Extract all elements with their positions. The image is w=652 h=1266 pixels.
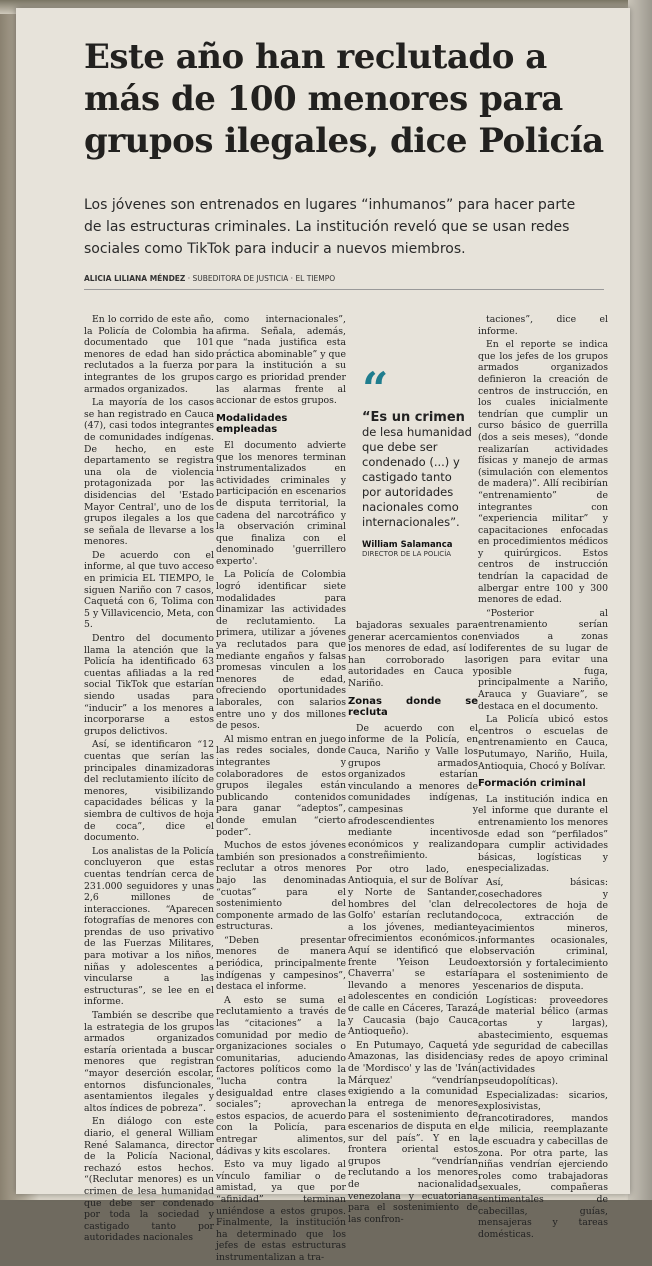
pull-quote	[362, 362, 474, 558]
quote-icon: “	[362, 362, 389, 416]
quote-lead: “Es un crimen	[362, 410, 465, 425]
col1-paragraph: De acuerdo con el informe, al que tuvo acceso en primicia EL TIEMPO, le siguen Nariño con 7 casos, Caquetá con 6, Tolima con 5 y Villavicencio, Meta, con 5.	[84, 549, 214, 631]
col4-paragraph: La institución indica en el informe que durante el entrenamiento los menores de edad son “perfilados” para cumplir actividades básicas, logísticas y especializadas.	[478, 793, 608, 875]
col3-paragraph: Por otro lado, en Antioquia, el sur de Bolívar y Norte de Santander, hombres del 'clan del Golfo' estarían reclutando a los jóvenes, mediante ofrecimientos económicos. Aquí se identificó que el frente 'Yeison Leudo Chaverra' se estaría llevando a menores y adolescentes en condición de calle en Cáceres, Tarazá y Caucasia (bajo Cauca Antioqueño).	[348, 863, 478, 1038]
subheading-modalidades: Modalidades empleadas	[216, 412, 288, 436]
col4-paragraph: En el reporte se indica que los jefes de los grupos armados organizados definieron la creación de centros de instrucción, en los cuales inicialmente tendrían que cumplir un curso básico de guerrilla (dos a seis meses), “donde realizarían actividades físicas y manejo de armas (simulación con elementos de madera)”. Allí recibirían “entrenamiento” de integrantes con “experiencia militar” y capacitaciones enfocadas en procedimientos médicos y quirúrgicos. Estos centros de instrucción tendrían la capacidad de albergar entre 100 y 300 menores de edad.	[478, 339, 608, 606]
newspaper-page	[16, 8, 630, 1263]
col2-paragraph: A esto se suma el reclutamiento a través de las “citaciones” a la comunidad por medio de organizaciones sociales o comunitarias, aduciendo factores políticos como la “lucha contra la desigualdad entre clases sociales”; aprovechan estos espacios, de acuerdo con la Policía, para entregar alimentos, dádivas y kits escolares.	[216, 994, 346, 1157]
col4-paragraph: Especializadas: sicarios, explosivistas, francotiradores, mandos de milicia, reemplazante de escuadra y cabecillas de zona. Por otra parte, las niñas vendrían ejerciendo roles como trabajadoras sexuales, compañeras sentimentales de cabecillas, guías, mensajeras y tareas domésticas.	[478, 1089, 608, 1240]
col1-paragraph: Dentro del documento llama la atención que la Policía ha identificado 63 cuentas afiliadas a la red social TikTok que estarían siendo usadas para “inducir” a los menores a incorporarse a estos grupos delictivos.	[84, 633, 214, 737]
col2-paragraph: La Policía de Colombia logró identificar siete modalidades para dinamizar las actividades de reclutamiento. La primera, utilizar a jóvenes ya reclutados para que mediante engaños y falsas promesas vinculen a los menores de edad, ofreciendo oportunidades laborales, con salarios entre uno y dos millones de pesos.	[216, 569, 346, 732]
article-column-2	[216, 314, 346, 1266]
byline	[84, 274, 604, 290]
article-column-3	[348, 620, 478, 1227]
quote-rest: de lesa humanidad que debe ser condenado (...) y castigado tanto por autoridades nacionales como internacionales”.	[362, 425, 472, 529]
subheading-zonas: Zonas donde se recluta	[348, 695, 478, 719]
col2-paragraph: El documento advierte que los menores terminan instrumentalizados en actividades criminales y participación en escenarios de disputa territorial, la cadena del narcotráfico y la observación criminal que finaliza con el denominado 'guerrillero experto'.	[216, 439, 346, 567]
col1-paragraph: En lo corrido de este año, la Policía de Colombia ha documentado que 101 menores de edad han sido reclutados a la fuerza por integrantes de los grupos armados organizados.	[84, 314, 214, 395]
col4-paragraph: taciones”, dice el informe.	[478, 314, 608, 337]
col2-paragraph: Al mismo entran en juego las redes sociales, donde integrantes y colaboradores de estos grupos ilegales están publicando contenidos para ganar “adeptos”, donde emulan “cierto poder”.	[216, 733, 346, 838]
col2-paragraph: como internacionales”, afirma. Señala, además, que “nada justifica esta práctica abominable” y que para la institución a su cargo es prioridad prender las alarmas frente al accionar de estos grupos.	[216, 314, 346, 407]
col2-paragraph: Esto va muy ligado al vínculo familiar o de amistad, ya que por “afinidad” terminan uniéndose a estos grupos. Finalmente, la institución ha determinado que los jefes de estas estructuras instrumentalizan a tra-	[216, 1159, 346, 1263]
byline-author: ALICIA LILIANA MÉNDEZ	[84, 274, 186, 283]
col3-paragraph: En Putumayo, Caquetá y Amazonas, las disidencias de 'Mordisco' y las de 'Iván Márquez' “vendrían exigiendo a la comunidad la entrega de menores para el sostenimiento de escenarios de disputa en el sur del país”. Y en la frontera oriental estos grupos “vendrían reclutando a los menores de nacionalidad venezolana y ecuatoriana para el sostenimiento de las confron-	[348, 1039, 478, 1225]
col1-paragraph: La mayoría de los casos se han registrado en Cauca (47), casi todos integrantes de comunidades indígenas. De hecho, en este departamento se registra una ola de violencia protagonizada por las disidencias del 'Estado Mayor Central', uno de los grupos ilegales a los que se señala de llevarse a los menores.	[84, 397, 214, 548]
col4-paragraph: Logísticas: proveedores de material bélico (armas cortas y largas), abastecimiento, esquemas de seguridad de cabecillas y redes de apoyo criminal (actividades pseudopolíticas).	[478, 994, 608, 1087]
lead-paragraph: Los jóvenes son entrenados en lugares “inhumanos” para hacer parte de las estructuras criminales. La institución reveló que se usan redes sociales como TikTok para inducir a nuevos miembros.	[84, 197, 576, 257]
col3-paragraph: bajadoras sexuales para generar acercamientos con los menores de edad, así lo han corroborado las autoridades en Cauca y Nariño.	[348, 620, 478, 689]
col1-paragraph: Los analistas de la Policía concluyeron que estas cuentas tendrían cerca de 231.000 seguidores y unas 2,6 millones de interacciones. “Aparecen fotografías de menores con prendas de uso privativo de las Fuerzas Militares, para motivar a los niños, niñas y adolescentes a vincularse a las estructuras”, se lee en el informe.	[84, 845, 214, 1008]
article-column-4	[478, 314, 608, 1242]
col1-paragraph: También se describe que la estrategia de los grupos armados organizados estaría orientada a buscar menores que registran “mayor deserción escolar, entornos disfuncionales, asentamientos ilegales y altos índices de pobreza”.	[84, 1010, 214, 1114]
col4-paragraph: “Posterior al entrenamiento serían enviados a zonas diferentes de su lugar de origen para evitar una posible fuga, principalmente a Nariño, Arauca y Guaviare”, se destaca en el documento.	[478, 607, 608, 712]
quote-author: William Salamanca	[362, 540, 453, 550]
col1-paragraph: En diálogo con este diario, el general William René Salamanca, director de la Policía Nacional, rechazó estos hechos. “(Reclutar menores) es un crimen de lesa humanidad que debe ser condenado por toda la sociedad y castigado tanto por autoridades nacionales	[84, 1116, 214, 1244]
headline: Este año han reclutado a más de 100 menores para grupos ilegales, dice Policía	[84, 37, 604, 161]
col2-paragraph: “Deben presentar menores de manera periódica, principalmente indígenas y campesinos”, destaca el informe.	[216, 934, 346, 993]
article-column-1	[84, 314, 214, 1246]
col1-paragraph: Así, se identificaron “12 cuentas que serían las principales dinamizadoras del reclutamiento ilícito de menores, visibilizando capacidades bélicas y la siembra de cultivos de hoja de coca”, dice el documento.	[84, 739, 214, 844]
subheading-formacion: Formación criminal	[478, 778, 586, 790]
col4-paragraph: La Policía ubicó estos centros o escuelas de entrenamiento en Cauca, Putumayo, Nariño, Huila, Antioquia, Chocó y Bolívar.	[478, 714, 608, 772]
col3-paragraph: De acuerdo con el informe de la Policía, en Cauca, Nariño y Valle los grupos armados organizados estarían vinculando a menores de comunidades indígenas, campesinas y afrodescendientes mediante incentivos económicos y realizando constreñimiento.	[348, 722, 478, 862]
byline-role: · SUBEDITORA DE JUSTICIA · EL TIEMPO	[185, 274, 336, 283]
col4-paragraph: Así, básicas: cosechadores y recolectores de hoja de coca, extracción de yacimientos mineros, informantes ocasionales, observación criminal, extorsión y fortalecimiento para el sostenimiento de escenarios de disputa.	[478, 876, 608, 993]
quote-role: DIRECTOR DE LA POLICÍA	[362, 550, 452, 558]
quote-text	[362, 410, 474, 530]
col2-paragraph: Muchos de estos jóvenes también son presionados a reclutar a otros menores bajo las denominadas “cuotas” para el sostenimiento del componente armado de las estructuras.	[216, 840, 346, 933]
right-edge-strip	[628, 0, 652, 1200]
